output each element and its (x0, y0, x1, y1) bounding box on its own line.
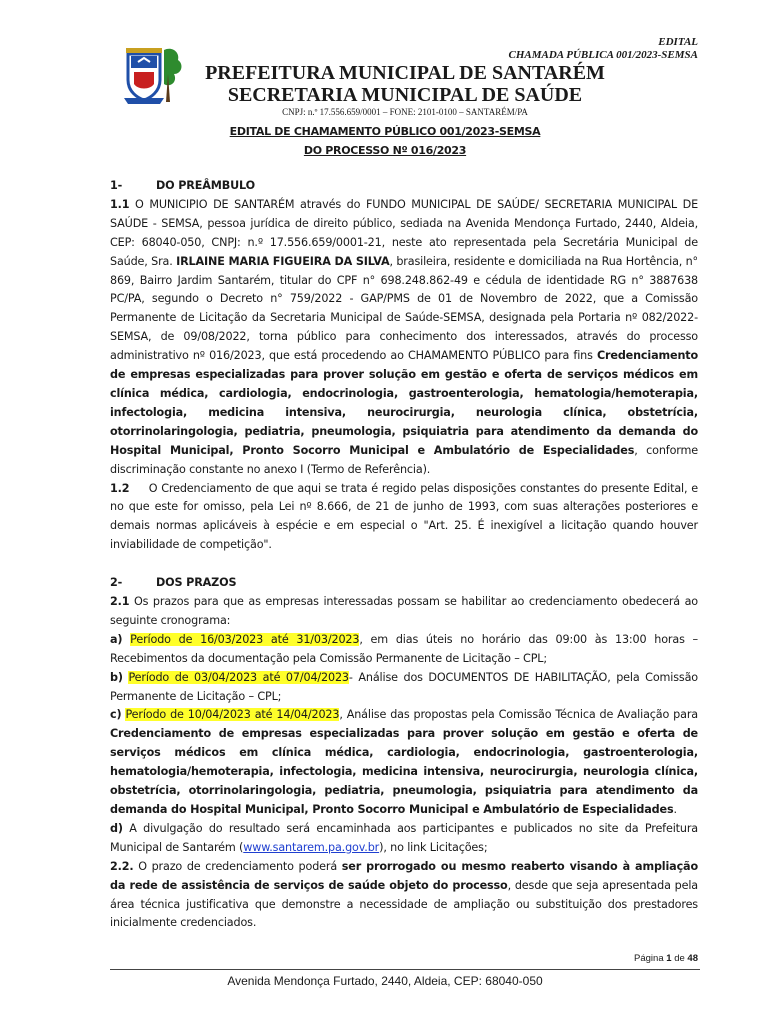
item-c: c) Período de 10/04/2023 até 14/04/2023, Análise das propostas pela Comissão Técnica de Avaliação para Credenciamento de empresas especializadas para prover solução em gestão e oferta de serviços médicos em clínica médica, cardiologia, endocrinologia, gastroenterologia, hematologia/hemoterapia, infectologia, medicina intensiva, neurocirurgia, neurologia clínica, obstetrícia, otorrinolaringologia, pediatria, pneumologia, psiquiatria para atendimento da demanda do Hospital Municipal, Pronto Socorro Municipal e Ambulatório de Especialidades. (110, 708, 698, 816)
corner-edital: EDITAL (658, 36, 698, 48)
document-body (110, 177, 702, 933)
corner-chamada: CHAMADA PÚBLICA 001/2023-SEMSA (508, 49, 698, 61)
document-corner-label (509, 36, 699, 62)
highlight-period-a: Período de 16/03/2023 até 31/03/2023 (130, 632, 360, 646)
footer-divider (110, 969, 700, 970)
paragraph-1-1: 1.1 O MUNICIPIO DE SANTARÉM através do FUNDO MUNICIPAL DE SAÚDE/ SECRETARIA MUNICIPAL DE SAÚDE - SEMSA, pessoa jurídica de direito público, sediada na Avenida Mendonça Furtado, 2440, Aldeia, CEP: 68040-050, CNPJ: n.º 17.556.659/0001-21, neste ato representada pela Secretária Municipal de Saúde, Sra. IRLAINE MARIA FIGUEIRA DA SILVA, brasileira, residente e domiciliada na Rua Hortência, n° 869, Bairro Jardim Santarém, titular do CPF n° 698.248.862-49 e cédula de identidade RG n° 3887638 PC/PA, segundo o Decreto n° 759/2022 - GAP/PMS de 01 de Novembro de 2022, que a Comissão Permanente de Licitação da Secretaria Municipal de Saúde-SEMSA, designada pela Portaria nº 082/2022-SEMSA, de 09/08/2022, torna público para conhecimento dos interessados, através do processo administrativo nº 016/2023, que está procedendo ao CHAMAMENTO PÚBLICO para fins Credenciamento de empresas especializadas para prover solução em gestão e oferta de serviços médicos em clínica médica, cardiologia, endocrinologia, gastroenterologia, hematologia/hemoterapia, infectologia, medicina intensiva, neurocirurgia, neurologia clínica, obstetrícia, otorrinolaringologia, pediatria, pneumologia, psiquiatria para atendimento da demanda do Hospital Municipal, Pronto Socorro Municipal e Ambulatório de Especialidades, conforme discriminação constante no anexo I (Termo de Referência). (110, 197, 698, 476)
item-b: b) Período de 03/04/2023 até 07/04/2023- Análise dos DOCUMENTOS DE HABILITAÇÃO, pela Comissão Permanente de Licitação – CPL; (110, 670, 698, 703)
highlight-period-b: Período de 03/04/2023 até 07/04/2023 (128, 670, 349, 684)
paragraph-2-1: 2.1 Os prazos para que as empresas interessadas possam se habilitar ao credenciamento obedecerá ao seguinte cronograma: (110, 595, 698, 627)
letterhead (170, 62, 640, 118)
santarem-website-link[interactable]: www.santarem.pa.gov.br (243, 840, 380, 854)
document-title (0, 122, 770, 160)
object-description: Credenciamento de empresas especializadas para prover solução em gestão e oferta de serviços médicos em clínica médica, cardiologia, endocrinologia, gastroenterologia, hematologia/hemoterapia, infectologia, medicina intensiva, neurocirurgia, neurologia clínica, obstetrícia, otorrinolaringologia, pediatria, pneumologia, psiquiatria para atendimento da demanda do Hospital Municipal, Pronto Socorro Municipal e Ambulatório de Especialidades (110, 727, 698, 816)
section-heading-preambulo: 1- DO PREÂMBULO (110, 179, 255, 192)
object-description: Credenciamento de empresas especializadas para prover solução em gestão e oferta de serviços médicos em clínica médica, cardiologia, endocrinologia, gastroenterologia, hematologia/hemoterapia, infectologia, medicina intensiva, neurocirurgia, neurologia clínica, obstetrícia, otorrinolaringologia, pediatria, pneumologia, psiquiatria para atendimento da demanda do Hospital Municipal, Pronto Socorro Municipal e Ambulatório de Especialidades (110, 349, 698, 457)
highlight-period-c: Período de 10/04/2023 até 14/04/2023 (125, 708, 340, 722)
title-line-processo: DO PROCESSO Nº 016/2023 (303, 144, 467, 157)
secretary-name: IRLAINE MARIA FIGUEIRA DA SILVA (176, 254, 390, 268)
page-number: Página 1 de 48 (634, 953, 698, 964)
section-heading-prazos: 2- DOS PRAZOS (110, 576, 237, 590)
prefeitura-title: PREFEITURA MUNICIPAL DE SANTARÉM (205, 62, 605, 84)
cnpj-line: CNPJ: n.º 17.556.659/0001 – FONE: 2101-0100 – SANTARÉM/PA (282, 107, 528, 117)
footer-address: Avenida Mendonça Furtado, 2440, Aldeia, CEP: 68040-050 (227, 974, 543, 988)
title-line-edital: EDITAL DE CHAMAMENTO PÚBLICO 001/2023-SEMSA (229, 125, 541, 138)
paragraph-1-2: 1.2 O Credenciamento de que aqui se trata é regido pelas disposições constantes do presente Edital, e no que este for omisso, pela Lei nº 8.666, de 21 de junho de 1993, com suas alterações posteriores e demais normas aplicáveis à espécie e em especial o "Art. 25. É inexigível a licitação quando houver inviabilidade de competição". (110, 481, 702, 552)
item-a: a) Período de 16/03/2023 até 31/03/2023, em dias úteis no horário das 09:00 às 13:00 horas – Recebimentos da documentação pela Comissão Permanente de Licitação – CPL; (110, 632, 698, 665)
item-d: d) A divulgação do resultado será encaminhada aos participantes e publicados no site da Prefeitura Municipal de Santarém (www.santarem.pa.gov.br), no link Licitações; (110, 821, 698, 854)
secretaria-title: SECRETARIA MUNICIPAL DE SAÚDE (227, 84, 583, 106)
paragraph-2-2: 2.2. O prazo de credenciamento poderá ser prorrogado ou mesmo reaberto visando à ampliação da rede de assistência de serviços de saúde objeto do processo, desde que seja apresentada pela área técnica justificativa que demonstre a necessidade de ampliação ou substituição dos prestadores inicialmente credenciados. (110, 859, 698, 930)
